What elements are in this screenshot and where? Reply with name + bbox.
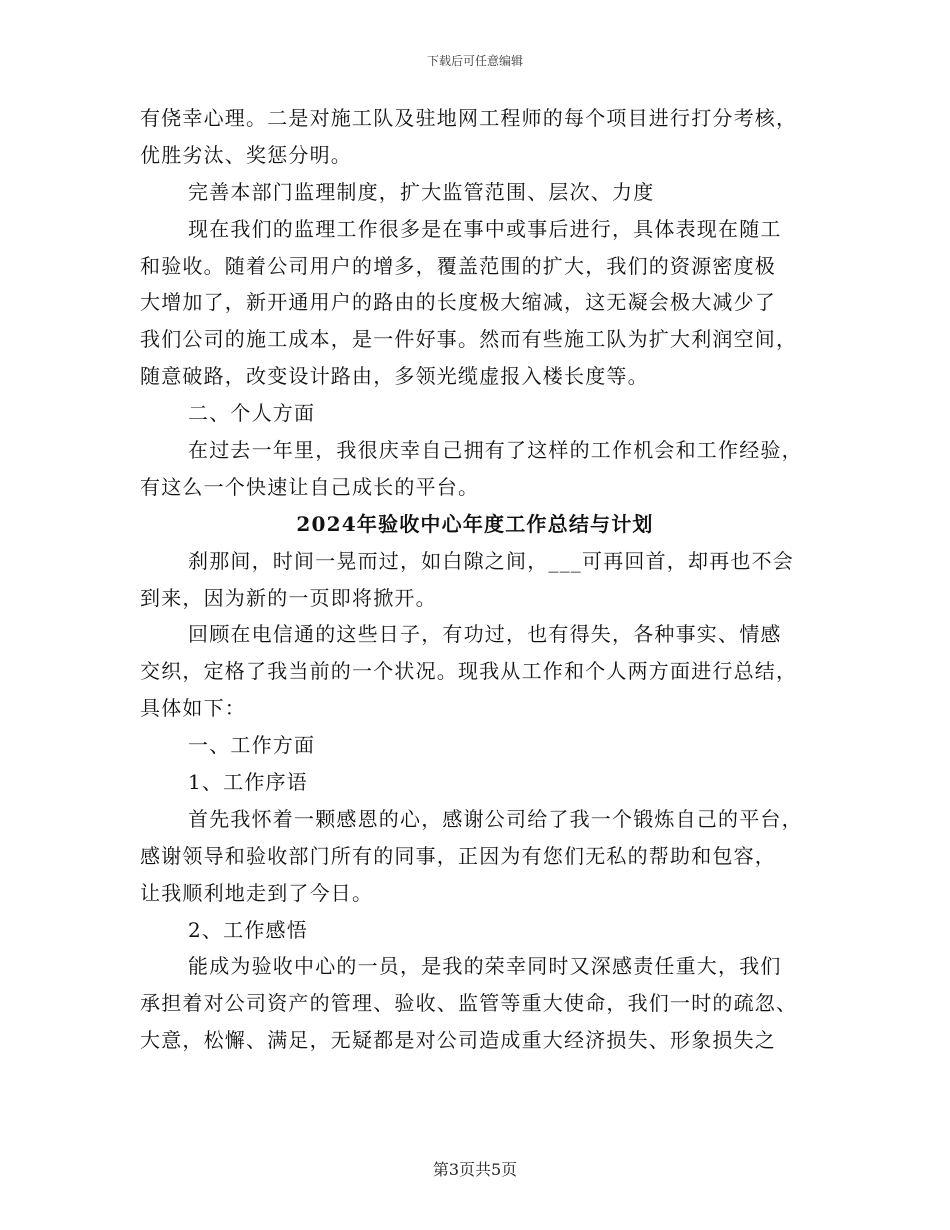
subsection-heading: 2、工作感悟	[188, 917, 308, 942]
body-line: 和验收。随着公司用户的增多，覆盖范围的扩大，我们的资源密度极	[140, 253, 776, 278]
document-body	[140, 100, 810, 1059]
body-line: 承担着对公司资产的管理、验收、监管等重大使命，我们一时的疏忽、	[140, 991, 798, 1016]
document-title: 2024年验收中心年度工作总结与计划	[296, 511, 654, 536]
body-line: 有侥幸心理。二是对施工队及驻地网工程师的每个项目进行打分考核，	[140, 106, 798, 130]
body-line: 在过去一年里，我很庆幸自己拥有了这样的工作机会和工作经验，	[188, 438, 803, 463]
body-line: 感谢领导和验收部门所有的同事，正因为有您们无私的帮助和包容，	[140, 843, 776, 868]
body-line: 大增加了，新开通用户的路由的长度极大缩减，这无凝会极大减少了	[140, 290, 776, 315]
body-line: 现在我们的监理工作很多是在事中或事后进行，具体表现在随工	[188, 216, 782, 241]
body-line: 大意，松懈、满足，无疑都是对公司造成重大经济损失、形象损失之	[140, 1028, 776, 1053]
body-line: 能成为验收中心的一员，是我的荣幸同时又深感责任重大，我们	[188, 954, 782, 979]
body-line: 具体如下：	[140, 696, 246, 721]
body-line: 到来，因为新的一页即将掀开。	[140, 585, 437, 610]
page-number: 第3页共5页	[432, 1160, 518, 1179]
page-header-note: 下载后可任意编辑	[426, 54, 523, 68]
body-line: 回顾在电信通的这些日子，有功过，也有得失，各种事实、情感	[188, 622, 782, 647]
body-line: 让我顺利地走到了今日。	[140, 880, 374, 905]
body-line: 首先我怀着一颗感恩的心，感谢公司给了我一个锻炼自己的平台，	[188, 806, 803, 831]
body-line: 随意破路，改变设计路由，多领光缆虚报入楼长度等。	[140, 364, 649, 389]
section-heading: 一、工作方面	[188, 733, 316, 758]
body-line: 交织，定格了我当前的一个状况。现我从工作和个人两方面进行总结，	[140, 659, 798, 684]
body-line: 刹那间，时间一晃而过，如白隙之间，___可再回首，却再也不会	[188, 548, 794, 573]
body-line: 完善本部门监理制度，扩大监管范围、层次、力度	[188, 179, 655, 204]
body-line: 有这么一个快速让自己成长的平台。	[140, 474, 480, 499]
subsection-heading: 1、工作序语	[188, 770, 308, 795]
body-line: 优胜劣汰、奖惩分明。	[140, 142, 352, 167]
section-heading: 二、个人方面	[188, 401, 316, 426]
body-line: 我们公司的施工成本，是一件好事。然而有些施工队为扩大利润空间，	[140, 327, 798, 352]
